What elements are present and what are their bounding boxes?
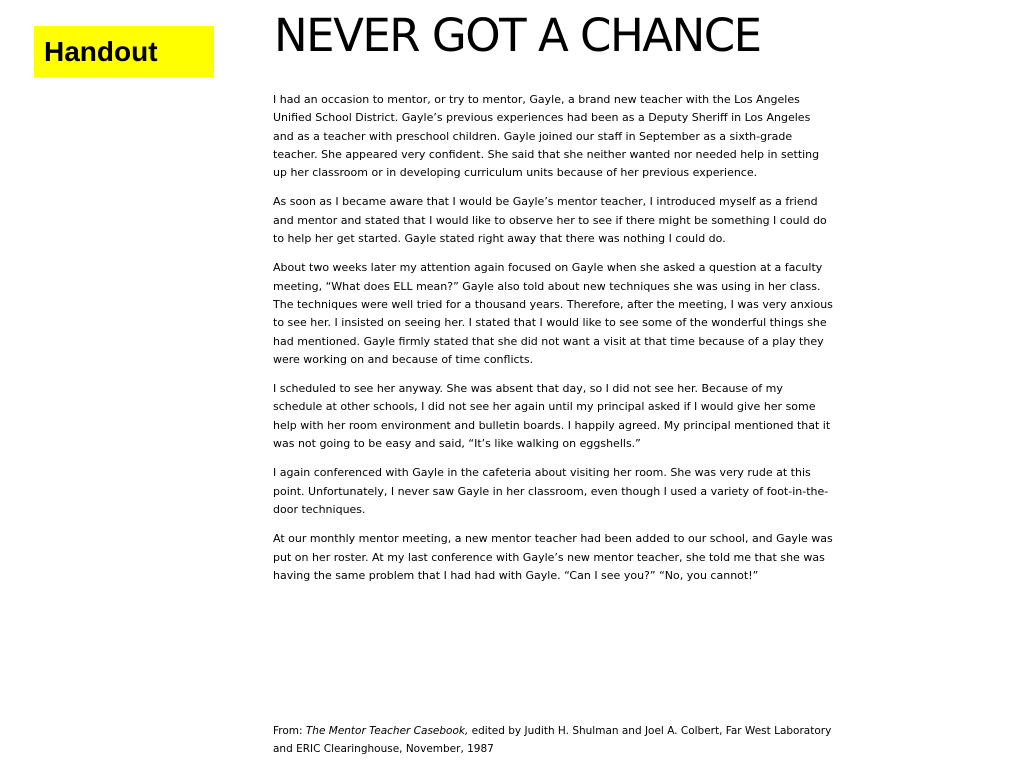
paragraph-4: I scheduled to see her anyway. She was absent that day, so I did not see her. Because of my schedule at other schools, I did not see her again until my principal asked if I would give her some help with her room environment and bulletin boards. I happily agreed. My principal mentioned that it was not going to be easy and said, “It’s like walking on eggshells.” bbox=[273, 382, 831, 451]
handout-label: Handout bbox=[44, 35, 158, 67]
handout-label-box bbox=[34, 26, 214, 77]
citation-details: edited by Judith H. Shulman and Joel A. Colbert, Far West Laboratory and ERIC Clearinghouse, November, 1987 bbox=[273, 725, 832, 755]
slide-title: NEVER GOT A CHANCE bbox=[274, 9, 761, 62]
paragraph-5: I again conferenced with Gayle in the cafeteria about visiting her room. She was very rude at this point. Unfortunately, I never saw Gayle in her classroom, even though I used a variety of foot-in-the-door techniques. bbox=[273, 466, 829, 516]
story-body bbox=[273, 91, 833, 596]
citation-prefix: From: bbox=[273, 725, 306, 737]
paragraph-3: About two weeks later my attention again focused on Gayle when she asked a question at a faculty meeting, “What does ELL mean?” Gayle also told about new techniques she was using in her class. The techniques were well tried for a thousand years. Therefore, after the meeting, I was very anxious to see her. I insisted on seeing her. I stated that I would like to see some of the wonderful things she had mentioned. Gayle firmly stated that she did not want a visit at that time because of a play they were working on and because of time conflicts. bbox=[273, 261, 833, 366]
paragraph-1: I had an occasion to mentor, or try to mentor, Gayle, a brand new teacher with the Los Angeles Unified School District. Gayle’s previous experiences had been as a Deputy Sheriff in Los Angeles and as a teacher with preschool children. Gayle joined our staff in September as a sixth-grade teacher. She appeared very confident. She said that she neither wanted nor needed help in setting up her classroom or in developing curriculum units because of her previous experience. bbox=[273, 93, 820, 180]
source-citation bbox=[273, 722, 833, 758]
citation-book-title: The Mentor Teacher Casebook, bbox=[305, 725, 469, 737]
paragraph-6: At our monthly mentor meeting, a new mentor teacher had been added to our school, and Gayle was put on her roster. At my last conference with Gayle’s new mentor teacher, she told me that she was having the same problem that I had had with Gayle. “Can I see you?” “No, you cannot!” bbox=[273, 532, 833, 582]
paragraph-2: As soon as I became aware that I would be Gayle’s mentor teacher, I introduced myself as a friend and mentor and stated that I would like to observe her to see if there might be something I could do to help her get started. Gayle stated right away that there was nothing I could do. bbox=[273, 195, 827, 246]
